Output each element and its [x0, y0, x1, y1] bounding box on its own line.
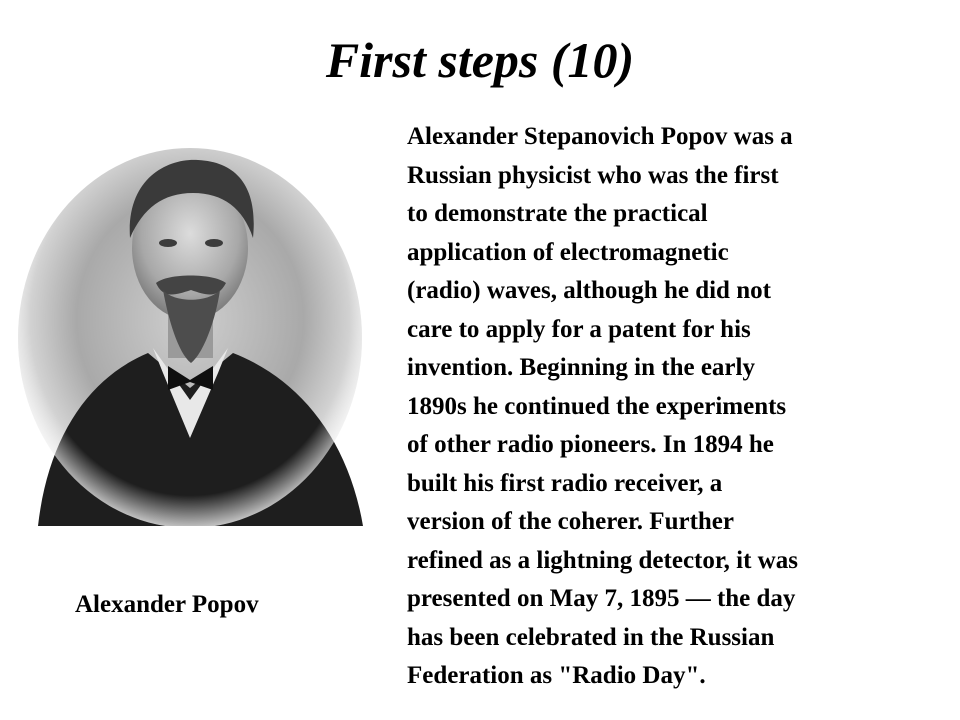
body-line: Alexander Stepanovich Popov was a	[407, 123, 793, 150]
body-line: built his first radio receiver, a	[407, 469, 723, 497]
body-line: application of electromagnetic	[407, 238, 729, 266]
body-line: care to apply for a patent for his	[407, 315, 751, 343]
body-line: Russian physicist who was the first	[407, 161, 779, 189]
portrait-photo	[18, 138, 363, 526]
portrait-caption: Alexander Popov	[75, 591, 259, 618]
slide-title: First steps (10)	[325, 32, 635, 88]
body-line: presented on May 7, 1895 — the day	[407, 585, 796, 612]
body-line: of other radio pioneers. In 1894 he	[407, 431, 774, 458]
body-line: has been celebrated in the Russian	[407, 623, 775, 651]
body-line: 1890s he continued the experiments	[407, 392, 787, 420]
body-line: (radio) waves, although he did not	[407, 277, 771, 304]
biography-text	[407, 118, 927, 696]
body-line: version of the coherer. Further	[407, 508, 735, 535]
body-line: Federation as "Radio Day".	[407, 662, 706, 689]
body-line: invention. Beginning in the early	[407, 354, 755, 381]
body-line: to demonstrate the practical	[407, 200, 708, 227]
body-line: refined as a lightning detector, it was	[407, 546, 798, 574]
